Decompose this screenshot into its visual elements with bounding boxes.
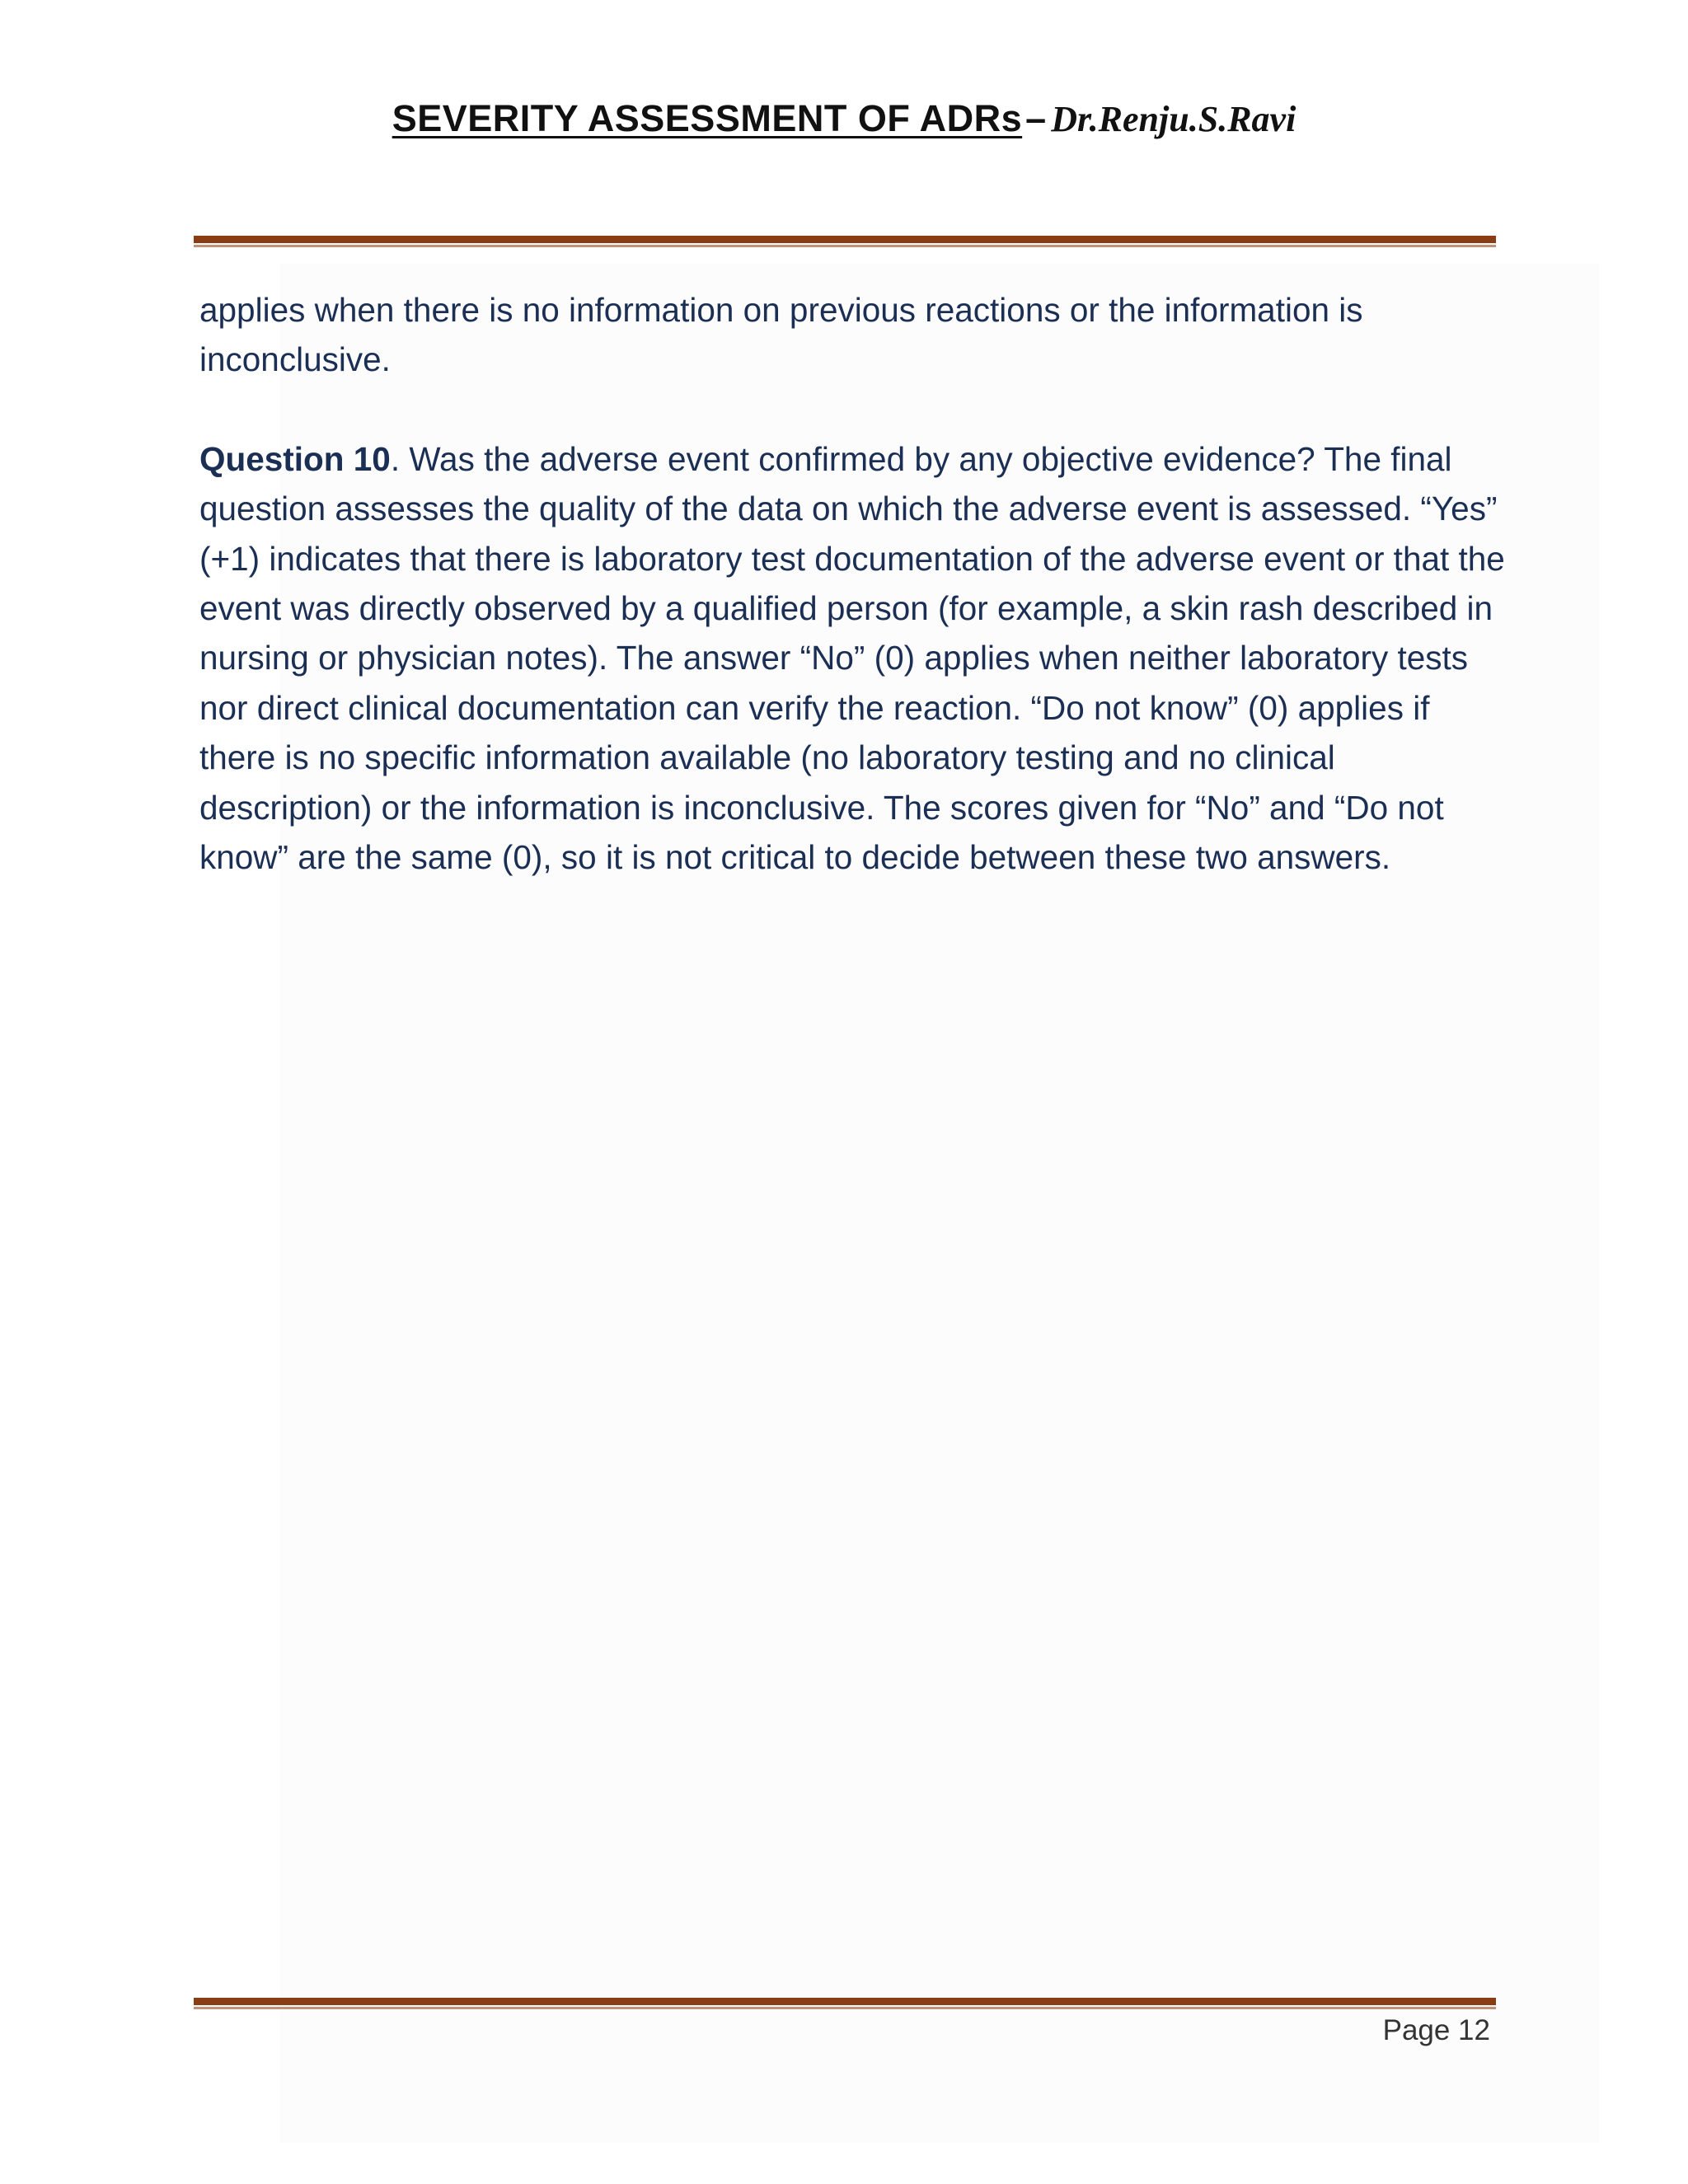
document-body [199,285,1510,882]
header-rule [194,236,1496,247]
continuation-paragraph: applies when there is no information on previous reactions or the information is inconclusive. [199,291,1363,379]
header-separator: – [1025,97,1047,139]
header-author: Dr.Renju.S.Ravi [1051,99,1296,139]
question-10-paragraph [199,434,1510,883]
question-text: . Was the adverse event confirmed by any objective evidence? The final question assesses the quality of the data on which the adverse event is assessed. “Yes” (+1) indicates that there is laboratory test documentation of the adverse event or that the event was directly observed by a qualified person (for example, a skin rash described in nursing or physician notes). The answer “No” (0) applies when neither laboratory tests nor direct clinical documentation can verify the reaction. “Do not know” (0) applies if there is no specific information available (no laboratory testing and no clinical description) or the information is inconclusive. The scores given for “No” and “Do not know” are the same (0), so it is not critical to decide between these two answers. [199,439,1505,877]
page-number: Page 12 [1382,2014,1490,2046]
page-header [0,97,1688,140]
footer-rule [194,1998,1496,2009]
question-label: Question 10 [199,439,391,478]
header-title: SEVERITY ASSESSMENT OF ADRs [392,97,1023,139]
